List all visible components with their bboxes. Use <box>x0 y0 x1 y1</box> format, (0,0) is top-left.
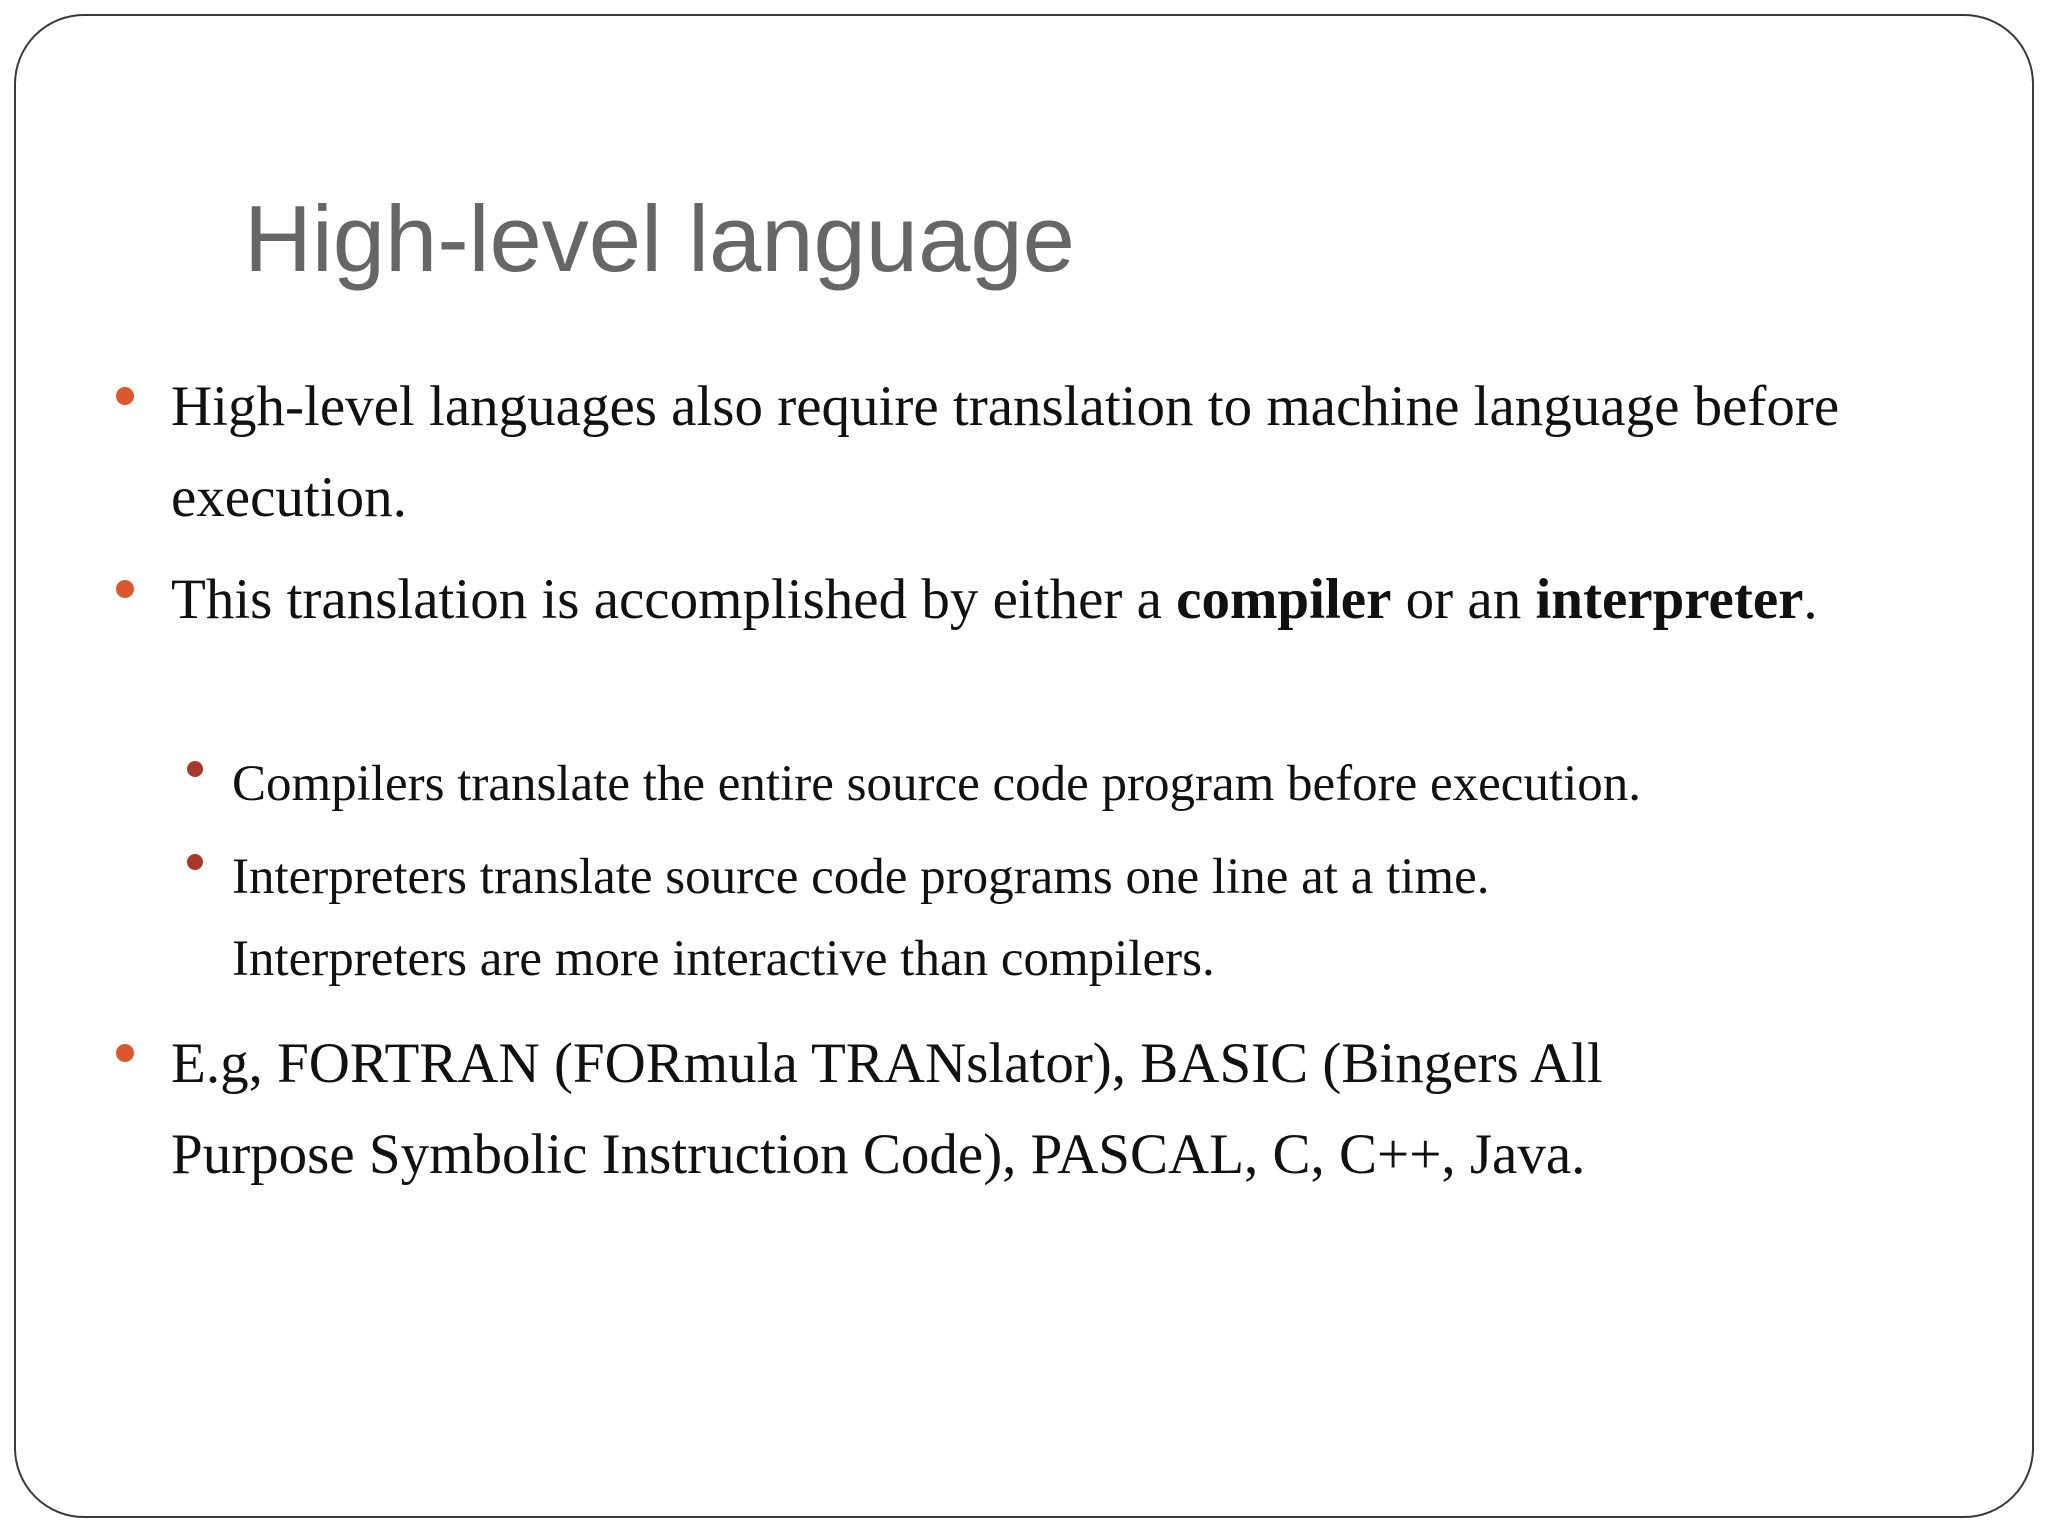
bullet-text-middle: or an <box>1391 568 1536 631</box>
sub-bullet-item-1 <box>232 743 2032 825</box>
sub-bullet-item-2 <box>232 836 2032 1000</box>
bullet-text: High-level languages also require translation to machine language before execution. <box>171 375 1840 529</box>
sub-bullet-dot-icon <box>187 761 203 777</box>
bullet-text-line-2: Purpose Symbolic Instruction Code), PASCAL, C, C++, Java. <box>171 1123 1586 1186</box>
bullet-item-3 <box>171 1018 2011 1200</box>
bullet-dot-icon <box>116 387 134 405</box>
bullet-dot-icon <box>116 580 134 598</box>
bullet-text-before: This translation is accomplished by either a <box>171 568 1177 631</box>
sub-bullet-text-line-1: Interpreters translate source code programs one line at a time. <box>232 849 1490 905</box>
slide-frame <box>14 14 2034 1518</box>
bullet-text-line-1: E.g, FORTRAN (FORmula TRANslator), BASIC (Bingers All <box>171 1032 1603 1095</box>
bullet-text-after: . <box>1803 568 1818 631</box>
bullet-dot-icon <box>116 1044 134 1062</box>
sub-bullet-dot-icon <box>187 854 203 870</box>
term-interpreter: interpreter <box>1535 568 1804 631</box>
sub-bullet-text-line-2: Interpreters are more interactive than compilers. <box>232 931 1215 987</box>
bullet-list <box>16 16 2032 1516</box>
sub-bullet-text: Compilers translate the entire source code program before execution. <box>232 756 1642 812</box>
slide-title: High-level language <box>244 186 1075 291</box>
bullet-item-1 <box>171 361 2011 543</box>
term-compiler: compiler <box>1176 568 1392 631</box>
bullet-item-2 <box>171 554 2011 645</box>
